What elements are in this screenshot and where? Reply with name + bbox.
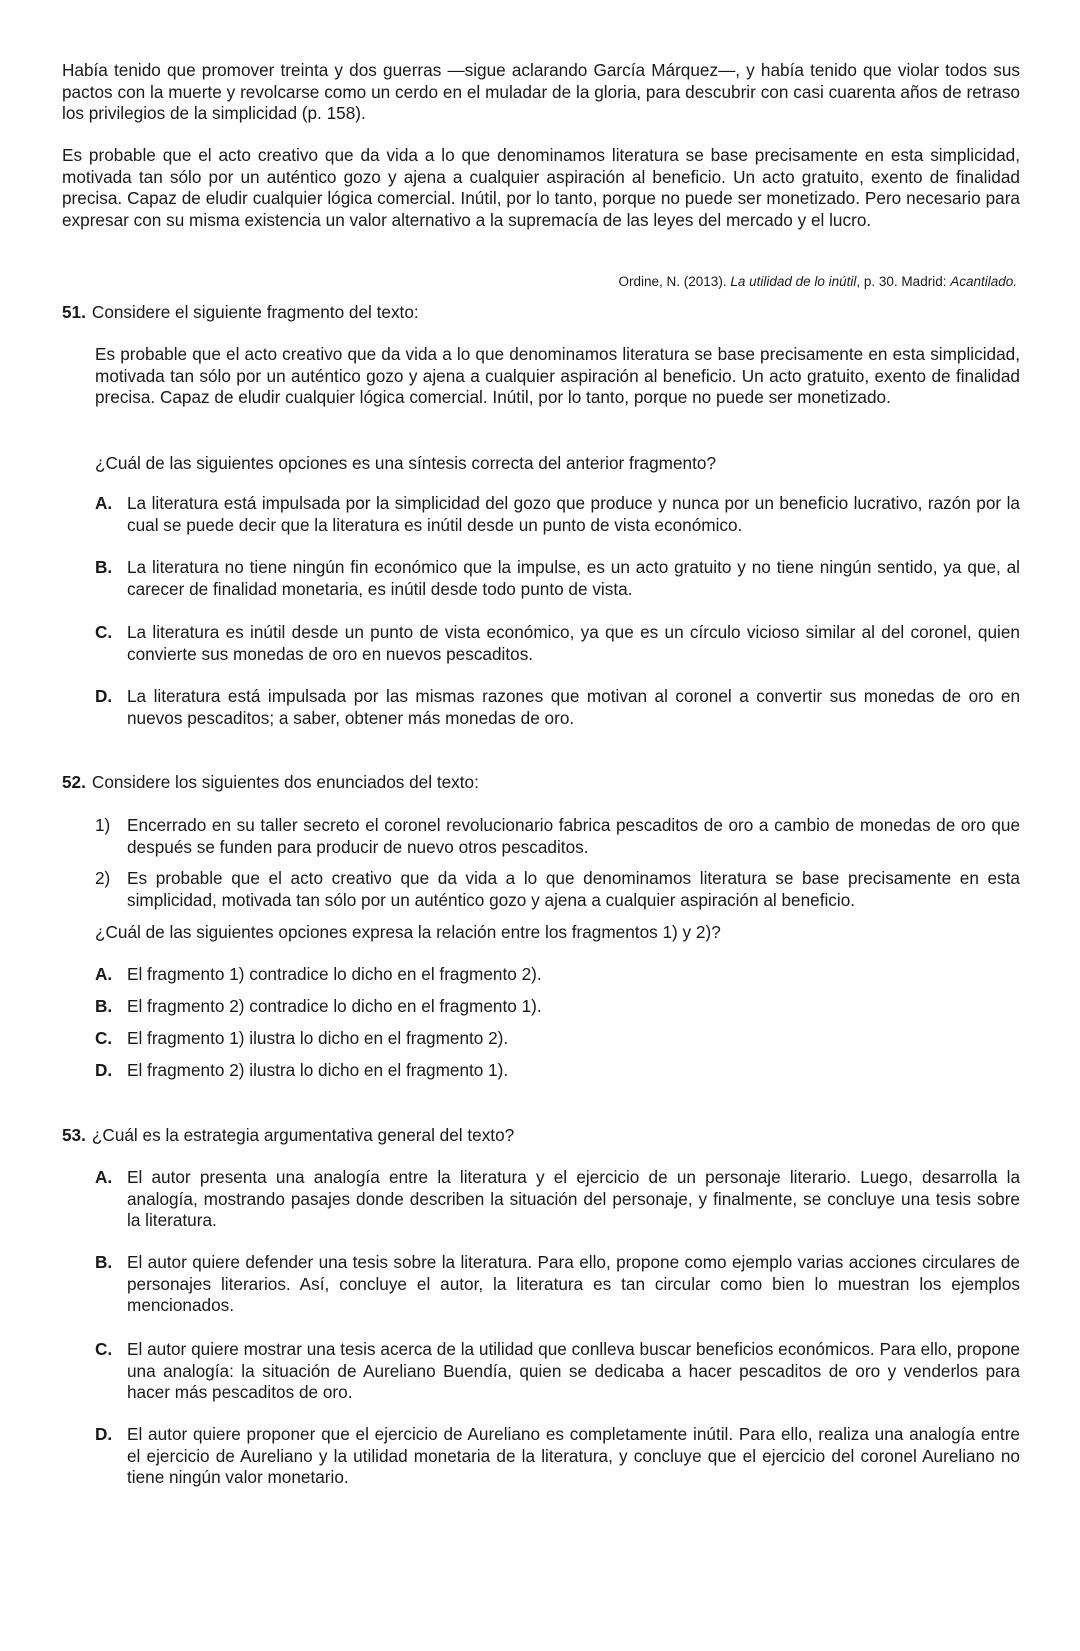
citation xyxy=(619,273,1017,291)
option-text: El fragmento 1) contradice lo dicho en el fragmento 2). xyxy=(127,964,542,984)
q52-option-d[interactable] xyxy=(95,1060,1020,1082)
q53-option-c[interactable] xyxy=(95,1339,1020,1404)
question-51-fragment: Es probable que el acto creativo que da vida a lo que denominamos literatura se base precisamente en esta simplicidad, motivada tan sólo por un auténtico gozo y ajena a cualquier aspiración al beneficio. Un acto gratuito, exento de finalidad precisa. Capaz de eludir cualquier lógica comercial. Inútil, por lo tanto, porque no puede ser monetizado. xyxy=(95,344,1020,407)
option-letter: A. xyxy=(95,1167,113,1187)
question-number: 51. xyxy=(62,302,86,322)
statement-text: Encerrado en su taller secreto el coronel revolucionario fabrica pescaditos de oro a cambio de monedas de oro que después se funden para producir de nuevo otros pescaditos. xyxy=(127,815,1020,857)
question-prompt: Considere los siguientes dos enunciados del texto: xyxy=(91,772,479,792)
option-text: El fragmento 2) contradice lo dicho en el fragmento 1). xyxy=(127,996,542,1016)
option-text: El autor quiere proponer que el ejercicio de Aureliano es completamente inútil. Para ello, realiza una analogía entre el ejercicio de Aureliano y la utilidad monetaria de la literatura, y concluye que el ejercicio del coronel Aureliano no tiene ningún valor monetario. xyxy=(127,1424,1020,1487)
question-53-header xyxy=(62,1125,514,1147)
q51-option-c[interactable] xyxy=(95,622,1020,665)
q53-option-d[interactable] xyxy=(95,1424,1020,1489)
option-text: El fragmento 2) ilustra lo dicho en el fragmento 1). xyxy=(127,1060,509,1080)
question-51-header xyxy=(62,302,419,324)
q53-option-a[interactable] xyxy=(95,1167,1020,1232)
option-text: La literatura no tiene ningún fin económico que la impulse, es un acto gratuito y no tiene ningún sentido, ya que, al carecer de finalidad monetaria, es inútil desde todo punto de vista. xyxy=(127,557,1020,599)
citation-publisher: Acantilado. xyxy=(950,274,1017,289)
option-letter: D. xyxy=(95,1424,113,1444)
question-prompt: ¿Cuál es la estrategia argumentativa general del texto? xyxy=(91,1125,515,1145)
option-text: La literatura es inútil desde un punto de vista económico, ya que es un círculo vicioso similar al del coronel, quien convierte sus monedas de oro en nuevos pescaditos. xyxy=(127,622,1020,664)
option-letter: B. xyxy=(95,996,113,1016)
option-letter: C. xyxy=(95,1028,113,1048)
statement-number: 2) xyxy=(95,868,111,888)
q52-statement-2 xyxy=(95,868,1020,911)
option-text: El autor quiere defender una tesis sobre la literatura. Para ello, propone como ejemplo varias acciones circulares de personajes literarios. Así, concluye el autor, la literatura es tan circular como bien lo muestran los ejemplos mencionados. xyxy=(127,1252,1020,1315)
passage-paragraph: Es probable que el acto creativo que da vida a lo que denominamos literatura se base precisamente en esta simplicidad, motivada tan sólo por un auténtico gozo y ajena a cualquier aspiración al beneficio. Un acto gratuito, exento de finalidad precisa. Capaz de eludir cualquier lógica comercial. Inútil, por lo tanto, porque no puede ser monetizado. Pero necesario para expresar con su misma existencia un valor alternativo a la supremacía de las leyes del mercado y el lucro. xyxy=(62,145,1020,230)
q52-option-a[interactable] xyxy=(95,964,1020,986)
option-letter: C. xyxy=(95,1339,113,1359)
option-letter: D. xyxy=(95,686,113,706)
q51-option-d[interactable] xyxy=(95,686,1020,729)
citation-title: La utilidad de lo inútil xyxy=(730,274,857,289)
option-letter: B. xyxy=(95,1252,113,1272)
question-52-stem: ¿Cuál de las siguientes opciones expresa la relación entre los fragmentos 1) y 2)? xyxy=(95,922,721,942)
q53-option-b[interactable] xyxy=(95,1252,1020,1317)
option-letter: C. xyxy=(95,622,113,642)
option-text: El fragmento 1) ilustra lo dicho en el fragmento 2). xyxy=(127,1028,509,1048)
question-number: 52. xyxy=(62,772,86,792)
citation-prefix: Ordine, N. (2013). xyxy=(618,274,731,289)
option-letter: D. xyxy=(95,1060,113,1080)
statement-number: 1) xyxy=(95,815,111,835)
q52-option-b[interactable] xyxy=(95,996,1020,1018)
q51-option-b[interactable] xyxy=(95,557,1020,600)
question-52-header xyxy=(62,772,479,794)
option-letter: A. xyxy=(95,493,113,513)
option-letter: B. xyxy=(95,557,113,577)
option-text: La literatura está impulsada por la simplicidad del gozo que produce y nunca por un beneficio lucrativo, razón por la cual se puede decir que la literatura es inútil desde un punto de vista económico. xyxy=(127,493,1020,535)
statement-text: Es probable que el acto creativo que da vida a lo que denominamos literatura se base precisamente en esta simplicidad, motivada tan sólo por un auténtico gozo y ajena a cualquier aspiración al beneficio. xyxy=(127,868,1020,910)
passage-quote: Había tenido que promover treinta y dos guerras —sigue aclarando García Márquez—, y había tenido que violar todos sus pactos con la muerte y revolcarse como un cerdo en el muladar de la gloria, para descubrir con casi cuarenta años de retraso los privilegios de la simplicidad (p. 158). xyxy=(62,60,1020,123)
question-prompt: Considere el siguiente fragmento del texto: xyxy=(91,302,419,322)
citation-middle: , p. 30. Madrid: xyxy=(856,274,951,289)
question-51-stem: ¿Cuál de las siguientes opciones es una síntesis correcta del anterior fragmento? xyxy=(95,453,716,473)
q52-statement-1 xyxy=(95,815,1020,858)
question-number: 53. xyxy=(62,1125,86,1145)
q52-option-c[interactable] xyxy=(95,1028,1020,1050)
q51-option-a[interactable] xyxy=(95,493,1020,536)
option-text: El autor quiere mostrar una tesis acerca de la utilidad que conlleva buscar beneficios económicos. Para ello, propone una analogía: la situación de Aureliano Buendía, quien se dedicaba a hacer pescaditos de oro y venderlos para hacer más pescaditos de oro. xyxy=(127,1339,1020,1402)
option-text: La literatura está impulsada por las mismas razones que motivan al coronel a convertir sus monedas de oro en nuevos pescaditos; a saber, obtener más monedas de oro. xyxy=(127,686,1020,728)
option-text: El autor presenta una analogía entre la literatura y el ejercicio de un personaje literario. Luego, desarrolla la analogía, mostrando pasajes donde describen la situación del personaje, y finalmente, se concluye una tesis sobre la literatura. xyxy=(127,1167,1020,1230)
option-letter: A. xyxy=(95,964,113,984)
